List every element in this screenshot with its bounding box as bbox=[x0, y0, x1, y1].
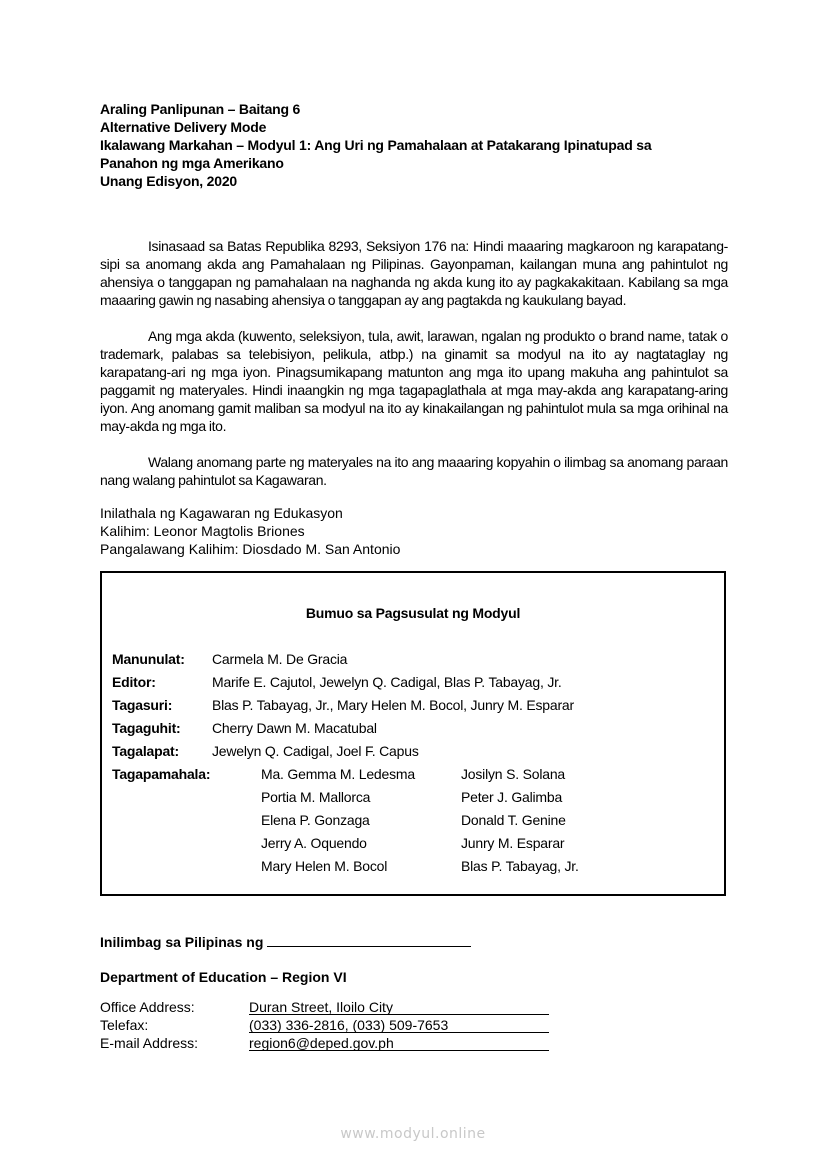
printed-by-line: Inilimbag sa Pilipinas ng bbox=[100, 933, 471, 950]
contact-office-address: Office Address: Duran Street, Iloilo City bbox=[100, 999, 549, 1015]
managers-label: Tagapamahala: bbox=[112, 766, 211, 782]
manager-name: Mary Helen M. Bocol bbox=[261, 858, 388, 874]
printer-blank-line bbox=[267, 933, 471, 947]
subject-grade: Araling Panlipunan – Baitang 6 bbox=[100, 101, 301, 117]
delivery-mode: Alternative Delivery Mode bbox=[100, 119, 267, 135]
manager-name: Donald T. Genine bbox=[461, 812, 566, 828]
manager-name: Junry M. Esparar bbox=[461, 835, 565, 851]
watermark: www.modyul.online bbox=[340, 1126, 486, 1142]
credits-title: Bumuo sa Pagsusulat ng Modyul bbox=[305, 605, 521, 621]
manager-name: Josilyn S. Solana bbox=[461, 766, 565, 782]
module-title-cont: Panahon ng mga Amerikano bbox=[100, 155, 284, 171]
deped-heading: Department of Education – Region VI bbox=[100, 969, 347, 985]
credits-box bbox=[100, 571, 726, 896]
credit-row-illustrator: Tagaguhit: Cherry Dawn M. Macatubal bbox=[112, 720, 377, 736]
manager-name: Blas P. Tabayag, Jr. bbox=[461, 858, 579, 874]
manager-name: Elena P. Gonzaga bbox=[261, 812, 370, 828]
title-block bbox=[100, 100, 740, 190]
manager-name: Jerry A. Oquendo bbox=[261, 835, 367, 851]
edition: Unang Edisyon, 2020 bbox=[100, 173, 238, 189]
copyright-paragraph-2: Ang mga akda (kuwento, seleksiyon, tula, awit, larawan, ngalan ng produkto o brand name, tatak o trademark, palabas sa telebisiyon, pelikula, atbp.) na ginamit sa modyul na ito ay nagtataglay ng karapatang-ari ng mga iyon. Pinagsumikapang matunton ang mga ito upang makuha ang pahintulot sa paggamit ng materyales. Hindi inaangkin ng mga tagapaglathala at mga may-akda ang karapatang-aring iyon. Ang anomang gamit maliban sa modyul na ito ay kinakailangan ng pahintulot mula sa mga orihinal na may-akda ng mga ito. bbox=[100, 328, 728, 434]
contact-email: E-mail Address: region6@deped.gov.ph bbox=[100, 1035, 549, 1051]
manager-name: Peter J. Galimba bbox=[461, 789, 563, 805]
credit-row-writer: Manunulat: Carmela M. De Gracia bbox=[112, 651, 348, 667]
contact-telefax: Telefax: (033) 336-2816, (033) 509-7653 bbox=[100, 1017, 549, 1033]
secretary-line: Kalihim: Leonor Magtolis Briones bbox=[100, 523, 305, 539]
manager-name: Ma. Gemma M. Ledesma bbox=[261, 766, 415, 782]
credit-row-editor: Editor: Marife E. Cajutol, Jewelyn Q. Cadigal, Blas P. Tabayag, Jr. bbox=[112, 674, 562, 690]
publisher-info bbox=[100, 504, 400, 558]
credit-row-layout: Tagalapat: Jewelyn Q. Cadigal, Joel F. Capus bbox=[112, 743, 419, 759]
copyright-paragraph-3: Walang anomang parte ng materyales na ito ang maaaring kopyahin o ilimbag sa anomang paraan nang walang pahintulot sa Kagawaran. bbox=[100, 454, 728, 488]
module-title: Ikalawang Markahan – Modyul 1: Ang Uri ng Pamahalaan at Patakarang Ipinatupad sa bbox=[100, 137, 652, 153]
publisher-line: Inilathala ng Kagawaran ng Edukasyon bbox=[100, 505, 343, 521]
copyright-paragraph-1: Isinasaad sa Batas Republika 8293, Seksiyon 176 na: Hindi maaaring magkaroon ng karapatang-sipi sa anomang akda ang Pamahalaan ng Pilipinas. Gayonpaman, kailangan muna ang pahintulot ng ahensiya o tanggapan ng pamahalaan na naghanda ng akda kung ito ay pagkakakitaan. Kabilang sa mga maaaring gawin ng nasabing ahensiya o tanggapan ay ang pagtakda ng kaukulang bayad. bbox=[100, 238, 728, 308]
undersecretary-line: Pangalawang Kalihim: Diosdado M. San Antonio bbox=[100, 541, 401, 557]
credit-row-reviewer: Tagasuri: Blas P. Tabayag, Jr., Mary Helen M. Bocol, Junry M. Esparar bbox=[112, 697, 574, 713]
manager-name: Portia M. Mallorca bbox=[261, 789, 371, 805]
